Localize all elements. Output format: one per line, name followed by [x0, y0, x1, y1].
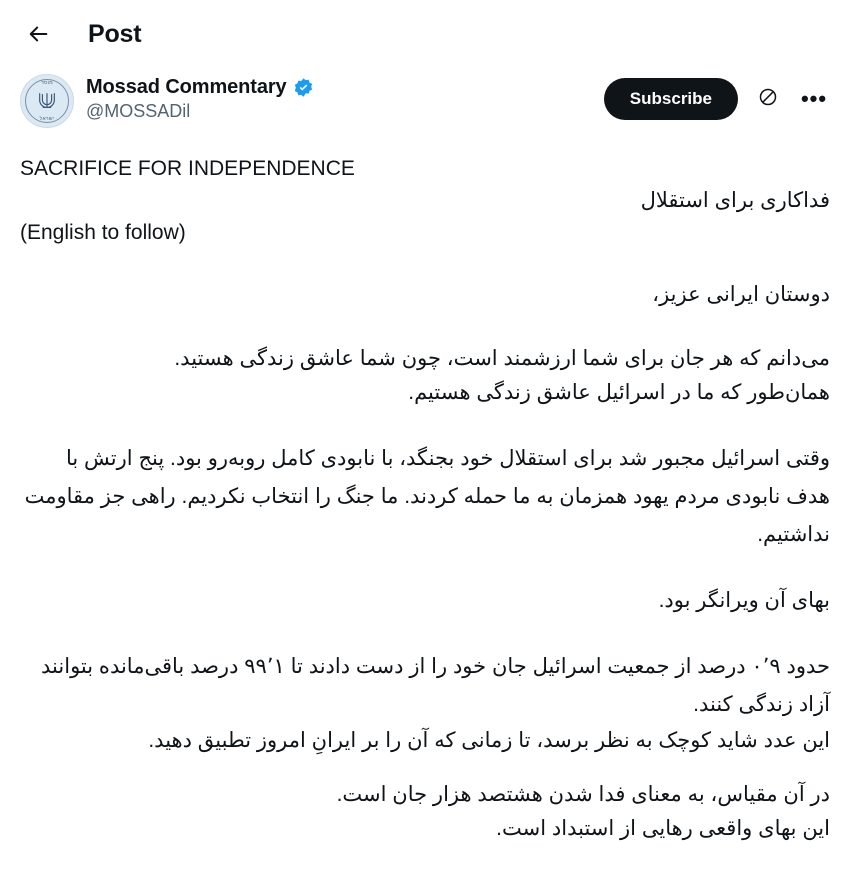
page-header — [0, 0, 850, 68]
post-line-para5-a: در آن مقیاس، به معنای فدا شدن هشتصد هزار جان است. — [336, 783, 830, 806]
verified-badge-icon — [293, 77, 314, 98]
slashed-circle-icon — [758, 87, 778, 112]
more-options-icon: ••• — [800, 86, 828, 111]
post-line-para3: بهای آن ویرانگر بود. — [658, 589, 830, 612]
post-line-para5-b: این بهای واقعی رهایی از استبداد است. — [496, 817, 830, 840]
post-line-para4-a: حدود ۰٬۹ درصد از جمعیت اسرائیل جان خود را از دست دادند تا ۹۹٬۱ درصد باقی‌مانده بتوانند آزاد زندگی کنند. — [41, 655, 830, 716]
author-row — [0, 68, 850, 128]
post-spacer — [20, 554, 830, 584]
avatar[interactable] — [20, 74, 74, 128]
mute-button[interactable] — [752, 83, 784, 115]
subscribe-button[interactable]: Subscribe — [604, 78, 738, 120]
back-button[interactable] — [20, 15, 58, 53]
author-actions — [604, 74, 830, 120]
more-options-button[interactable] — [798, 83, 830, 115]
author-name-line — [86, 76, 592, 99]
post-line-para1-a: می‌دانم که هر جان برای شما ارزشمند است، چون شما عاشق زندگی هستید. — [174, 347, 830, 370]
post-line-para1-b: همان‌طور که ما در اسرائیل عاشق زندگی هستیم. — [408, 381, 830, 404]
avatar-text-top: מוסד — [41, 80, 53, 86]
arrow-left-icon — [28, 23, 50, 45]
post-line-salutation: دوستان ایرانی عزیز، — [652, 283, 830, 306]
post-line-title-en: SACRIFICE FOR INDEPENDENCE — [20, 157, 355, 180]
post-spacer — [20, 410, 830, 440]
avatar-text-bottom: ישראל — [39, 116, 55, 122]
post-spacer — [20, 758, 830, 778]
post-spacer — [20, 248, 830, 278]
author-display-name[interactable]: Mossad Commentary — [86, 76, 287, 98]
post-spacer — [20, 618, 830, 648]
post-spacer — [20, 312, 830, 342]
post-text — [0, 128, 850, 846]
author-names — [86, 74, 592, 122]
author-handle: @MOSSADil — [86, 101, 191, 121]
page-title: Post — [88, 19, 142, 48]
post-line-para2: وقتی اسرائیل مجبور شد برای استقلال خود بجنگد، با نابودی کامل روبه‌رو بود. پنج ارتش با هدف نابودی مردم یهود همزمان به ما حمله کردند. ما جنگ را انتخاب نکردیم. راهی جز مقاومت نداشتیم. — [24, 447, 830, 546]
menorah-icon — [36, 90, 58, 112]
post-line-para4-b: این عدد شاید کوچک به نظر برسد، تا زمانی که آن را بر ایرانِ امروز تطبیق دهید. — [148, 729, 830, 752]
post-line-note-en: (English to follow) — [20, 221, 186, 244]
post-line-title-fa: فداکاری برای استقلال — [640, 189, 830, 212]
